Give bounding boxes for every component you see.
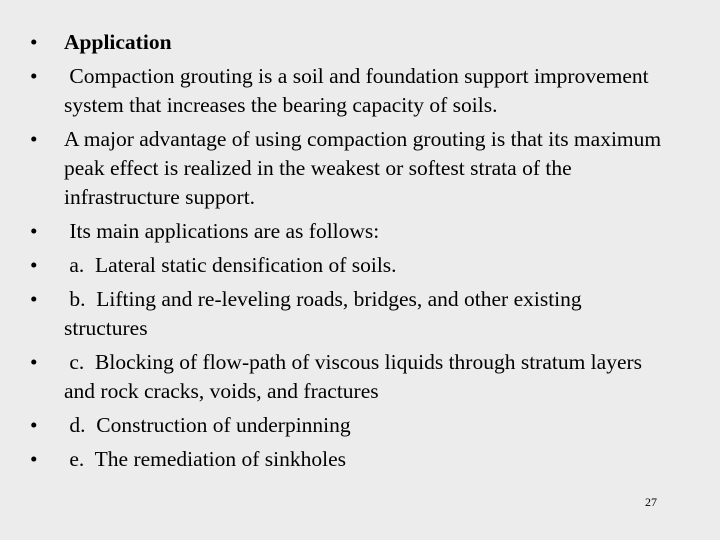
bullet-dot: •	[30, 219, 38, 243]
bullet-item	[30, 411, 670, 440]
bullet-text: c. Blocking of flow-path of viscous liquids through stratum layers and rock cracks, voids, and fractures	[64, 350, 648, 403]
bullet-text: b. Lifting and re-leveling roads, bridges, and other existing structures	[64, 287, 588, 340]
bullet-item	[30, 348, 670, 406]
bullet-dot: •	[30, 30, 38, 54]
bullet-text: a. Lateral static densification of soils.	[64, 253, 397, 277]
bullet-dot: •	[30, 447, 38, 471]
bullet-dot: •	[30, 287, 38, 311]
bullet-text: Its main applications are as follows:	[64, 219, 380, 243]
bullet-item	[30, 285, 670, 343]
bullet-dot: •	[30, 64, 38, 88]
bullet-text: A major advantage of using compaction grouting is that its maximum peak effect is realized in the weakest or softest strata of the infrastructure support.	[64, 127, 667, 209]
bullet-item-heading	[30, 28, 670, 57]
bullet-text: Application	[64, 30, 172, 54]
bullet-text: e. The remediation of sinkholes	[64, 447, 347, 471]
bullet-dot: •	[30, 350, 38, 374]
bullet-list	[30, 28, 670, 479]
bullet-text: d. Construction of underpinning	[64, 413, 351, 437]
bullet-item	[30, 217, 670, 246]
bullet-text: Compaction grouting is a soil and foundation support improvement system that increases the bearing capacity of soils.	[64, 64, 654, 117]
bullet-dot: •	[30, 413, 38, 437]
bullet-dot: •	[30, 127, 38, 151]
bullet-dot: •	[30, 253, 38, 277]
bullet-item	[30, 62, 670, 120]
bullet-item	[30, 251, 670, 280]
bullet-item	[30, 125, 670, 212]
bullet-item	[30, 445, 670, 474]
page-number: 27	[645, 495, 657, 509]
